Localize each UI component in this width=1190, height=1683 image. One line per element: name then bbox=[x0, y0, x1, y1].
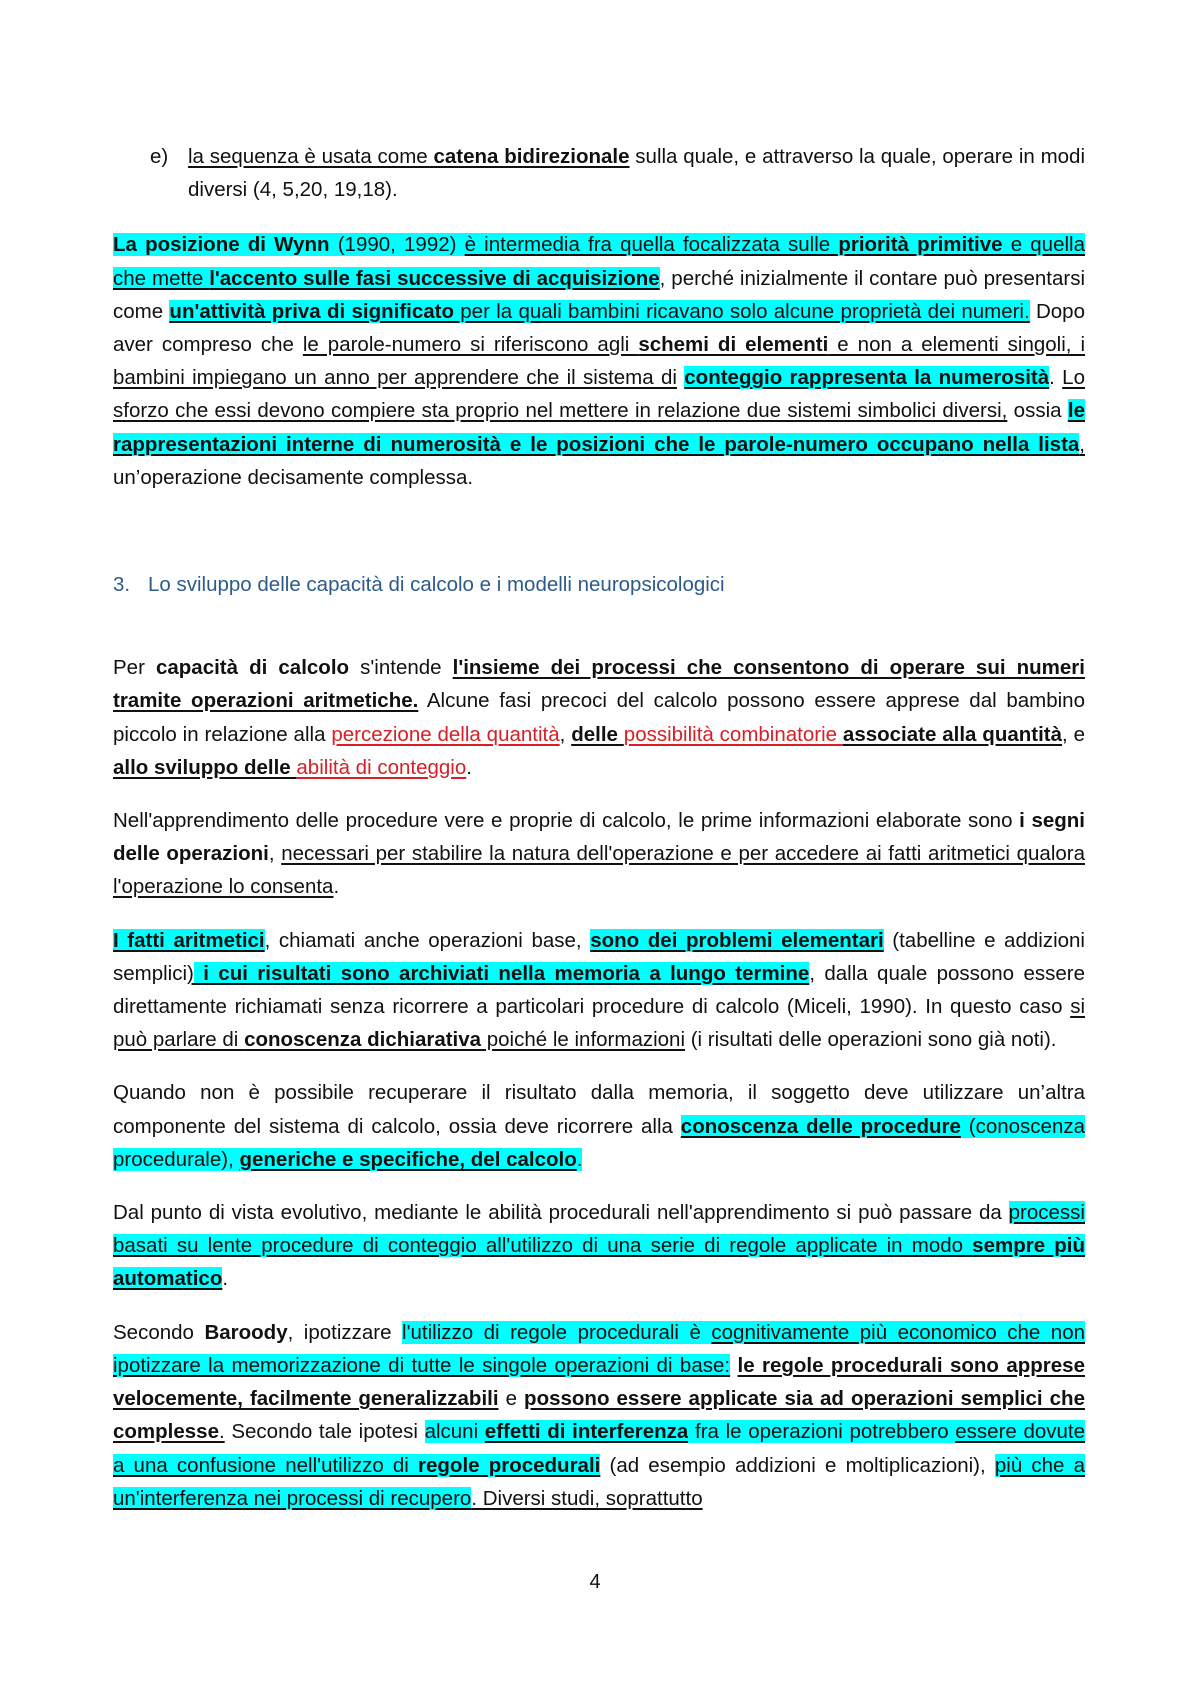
spacer bbox=[113, 494, 1085, 568]
heading-number: 3. bbox=[113, 573, 131, 597]
text-span: . bbox=[222, 1267, 229, 1291]
bold-term: l'insieme dei processi che consentono di operare sui numeri tramite operazioni aritmetiche. bbox=[113, 656, 1085, 713]
text-span: , bbox=[1079, 432, 1085, 456]
paragraph-fatti bbox=[113, 924, 1085, 1057]
text-span: Alcune fasi precoci del calcolo possono essere apprese dal bambino piccolo in relazione alla bbox=[113, 689, 1085, 746]
text-span: fra le operazioni potrebbero bbox=[688, 1420, 956, 1444]
text-span: per la quali bambini ricavano solo alcune proprietà dei numeri. bbox=[454, 299, 1030, 323]
paragraph-calcolo bbox=[113, 651, 1085, 784]
list-item-e bbox=[113, 140, 1085, 206]
text-span: , chiamati anche operazioni base, bbox=[264, 928, 591, 952]
text-span: , ipotizzare bbox=[287, 1320, 403, 1344]
text-span: , e bbox=[1062, 722, 1085, 746]
page-content bbox=[113, 140, 1085, 1515]
bold-term: conoscenza delle procedure bbox=[680, 1114, 961, 1138]
text-span: (i risultati delle operazioni sono già noti). bbox=[685, 1028, 1057, 1052]
bold-term: i cui risultati sono archiviati nella memoria a lungo termine bbox=[193, 961, 810, 985]
page-number: 4 bbox=[589, 1571, 601, 1593]
red-term: percezione della quantità bbox=[331, 722, 560, 746]
text-span: un’operazione decisamente complessa. bbox=[113, 465, 474, 489]
bold-term: Baroody bbox=[204, 1320, 288, 1344]
text-span: Secondo tale ipotesi bbox=[224, 1420, 425, 1444]
bold-term: conteggio rappresenta la numerosità bbox=[684, 366, 1050, 390]
bold-term: capacità di calcolo bbox=[155, 656, 350, 680]
bold-term: I fatti aritmetici bbox=[113, 928, 265, 952]
text-span: necessari per stabilire la natura dell'operazione e per accedere ai fatti aritmetici qualora l'operazione lo consenta bbox=[113, 842, 1086, 899]
bold-term: schemi di elementi bbox=[638, 333, 829, 357]
spacer bbox=[113, 784, 1085, 804]
bold-term: catena bidirezionale bbox=[433, 145, 630, 168]
bold-term: sono dei problemi elementari bbox=[590, 928, 884, 952]
text-span: . bbox=[218, 1420, 225, 1444]
text-span: (conoscenza procedurale), bbox=[113, 1114, 1086, 1171]
text-span: (ad esempio addizioni e moltiplicazioni), bbox=[600, 1453, 995, 1477]
bold-term: priorità primitive bbox=[838, 233, 1003, 257]
spacer bbox=[113, 601, 1085, 651]
text-span: e bbox=[498, 1387, 525, 1411]
bold-term: un'attività priva di significato bbox=[169, 299, 454, 323]
text-span: poiché le informazioni bbox=[481, 1028, 686, 1052]
spacer bbox=[113, 904, 1085, 924]
text-span: processi basati su lente procedure di conteggio all'utilizzo di una serie di regole applicate in modo bbox=[113, 1201, 1085, 1258]
text-span: , bbox=[559, 722, 572, 746]
spacer bbox=[113, 1056, 1085, 1076]
bold-term: conoscenza dichiarativa bbox=[244, 1028, 482, 1052]
text-span: , perché inizialmente il contare può presentarsi come bbox=[113, 266, 1085, 323]
paragraph-evolutivo bbox=[113, 1196, 1085, 1296]
section-heading bbox=[113, 568, 1085, 601]
text-span: Lo sforzo che essi devono compiere sta proprio nel mettere in relazione due sistemi simbolici diversi, bbox=[113, 366, 1085, 423]
text-span: essere dovute a una confusione nell'utilizzo di bbox=[113, 1420, 1086, 1477]
highlighted-term: La posizione di Wynn bbox=[113, 233, 330, 257]
text-span: Per bbox=[113, 656, 156, 680]
text-span: . Diversi studi, soprattutto bbox=[471, 1486, 703, 1510]
paragraph-baroody bbox=[113, 1316, 1085, 1515]
text-span: Dal punto di vista evolutivo, mediante le abilità procedurali nell'apprendimento si può passare da bbox=[113, 1201, 1009, 1225]
heading-text: Lo sviluppo delle capacità di calcolo e i modelli neuropsicologici bbox=[148, 573, 725, 597]
bold-term: delle bbox=[571, 722, 624, 746]
text-span: (tabelline e addizioni semplici bbox=[113, 928, 1085, 985]
text-span: s'intende bbox=[349, 656, 453, 680]
text-span: è intermedia fra quella focalizzata sulle bbox=[464, 233, 839, 257]
bold-term: associate alla quantità bbox=[842, 722, 1063, 746]
bold-term: sempre più automatico bbox=[113, 1234, 1085, 1291]
paragraph-segni bbox=[113, 804, 1085, 904]
text-span: cognitivamente più economico che non ipotizzare la memorizzazione di tutte le singole operazioni di base: bbox=[113, 1320, 1086, 1377]
text-span: ossia bbox=[1007, 399, 1068, 423]
text-span: Quando non è possibile recuperare il risultato dalla memoria, il soggetto deve utilizzare un’altra componente del sistema di calcolo, ossia deve ricorrere alla bbox=[113, 1081, 1085, 1138]
text-span: . bbox=[333, 875, 340, 899]
red-term: possibilità combinatorie bbox=[623, 722, 843, 746]
text-span: le parole-numero si riferiscono agli bbox=[302, 333, 639, 357]
bold-term: allo sviluppo delle bbox=[113, 755, 297, 779]
text-span: si può parlare di bbox=[113, 995, 1085, 1052]
text-span: (1990, 1992) bbox=[329, 233, 465, 257]
text-span: Nell'apprendimento delle procedure vere e proprie di calcolo, le prime informazioni elaborate sono bbox=[113, 809, 1020, 833]
text-span: , dalla quale possono essere direttamente richiamati senza ricorrere a particolari procedure di calcolo (Miceli, 1990). In questo caso bbox=[113, 961, 1085, 1019]
spacer bbox=[113, 1176, 1085, 1196]
text-span: . bbox=[576, 1147, 583, 1171]
text-span: più che a un'interferenza nei processi di recupero bbox=[113, 1453, 1086, 1510]
bold-term: le rappresentazioni interne di numerosità e le posizioni che le parole-numero occupano nella lista bbox=[113, 399, 1085, 456]
text-span: ) bbox=[187, 961, 194, 985]
bold-term: le regole procedurali sono apprese velocemente, facilmente generalizzabili bbox=[113, 1353, 1085, 1411]
bold-term: regole procedurali bbox=[418, 1453, 601, 1477]
list-marker: e) bbox=[150, 145, 169, 168]
red-term: abilità di conteggio bbox=[296, 755, 467, 779]
spacer bbox=[113, 1296, 1085, 1316]
text-span: alcuni bbox=[424, 1420, 485, 1444]
paragraph-procedure bbox=[113, 1076, 1085, 1176]
bold-term: effetti di interferenza bbox=[484, 1420, 689, 1444]
bold-term: i segni delle operazioni bbox=[113, 809, 1085, 866]
text-span: la sequenza è usata come bbox=[188, 145, 434, 168]
text-span: , bbox=[268, 842, 282, 866]
text-span: Dopo aver compreso che bbox=[113, 299, 1085, 357]
paragraph-wynn bbox=[113, 228, 1085, 494]
bold-term: possono essere applicate sia ad operazioni semplici che complesse bbox=[113, 1387, 1085, 1444]
text-span: l'utilizzo di regole procedurali è bbox=[402, 1320, 712, 1344]
bold-term: generiche e specifiche, del calcolo bbox=[239, 1147, 577, 1171]
text-span bbox=[730, 1354, 737, 1377]
text-span: . bbox=[466, 755, 472, 779]
text-span: . bbox=[1049, 366, 1063, 390]
bold-term: l'accento sulle fasi successive di acquisizione bbox=[209, 266, 660, 290]
text-span: sulla quale, e attraverso la quale, operare in modi diversi (4, 5,20, 19,18). bbox=[188, 145, 1085, 202]
text-span: e non a elementi singoli, i bambini impiegano un anno per apprendere che il sistema di bbox=[113, 333, 1086, 390]
text-span: Secondo bbox=[113, 1320, 205, 1344]
text-span: e quella che mette bbox=[113, 233, 1085, 290]
